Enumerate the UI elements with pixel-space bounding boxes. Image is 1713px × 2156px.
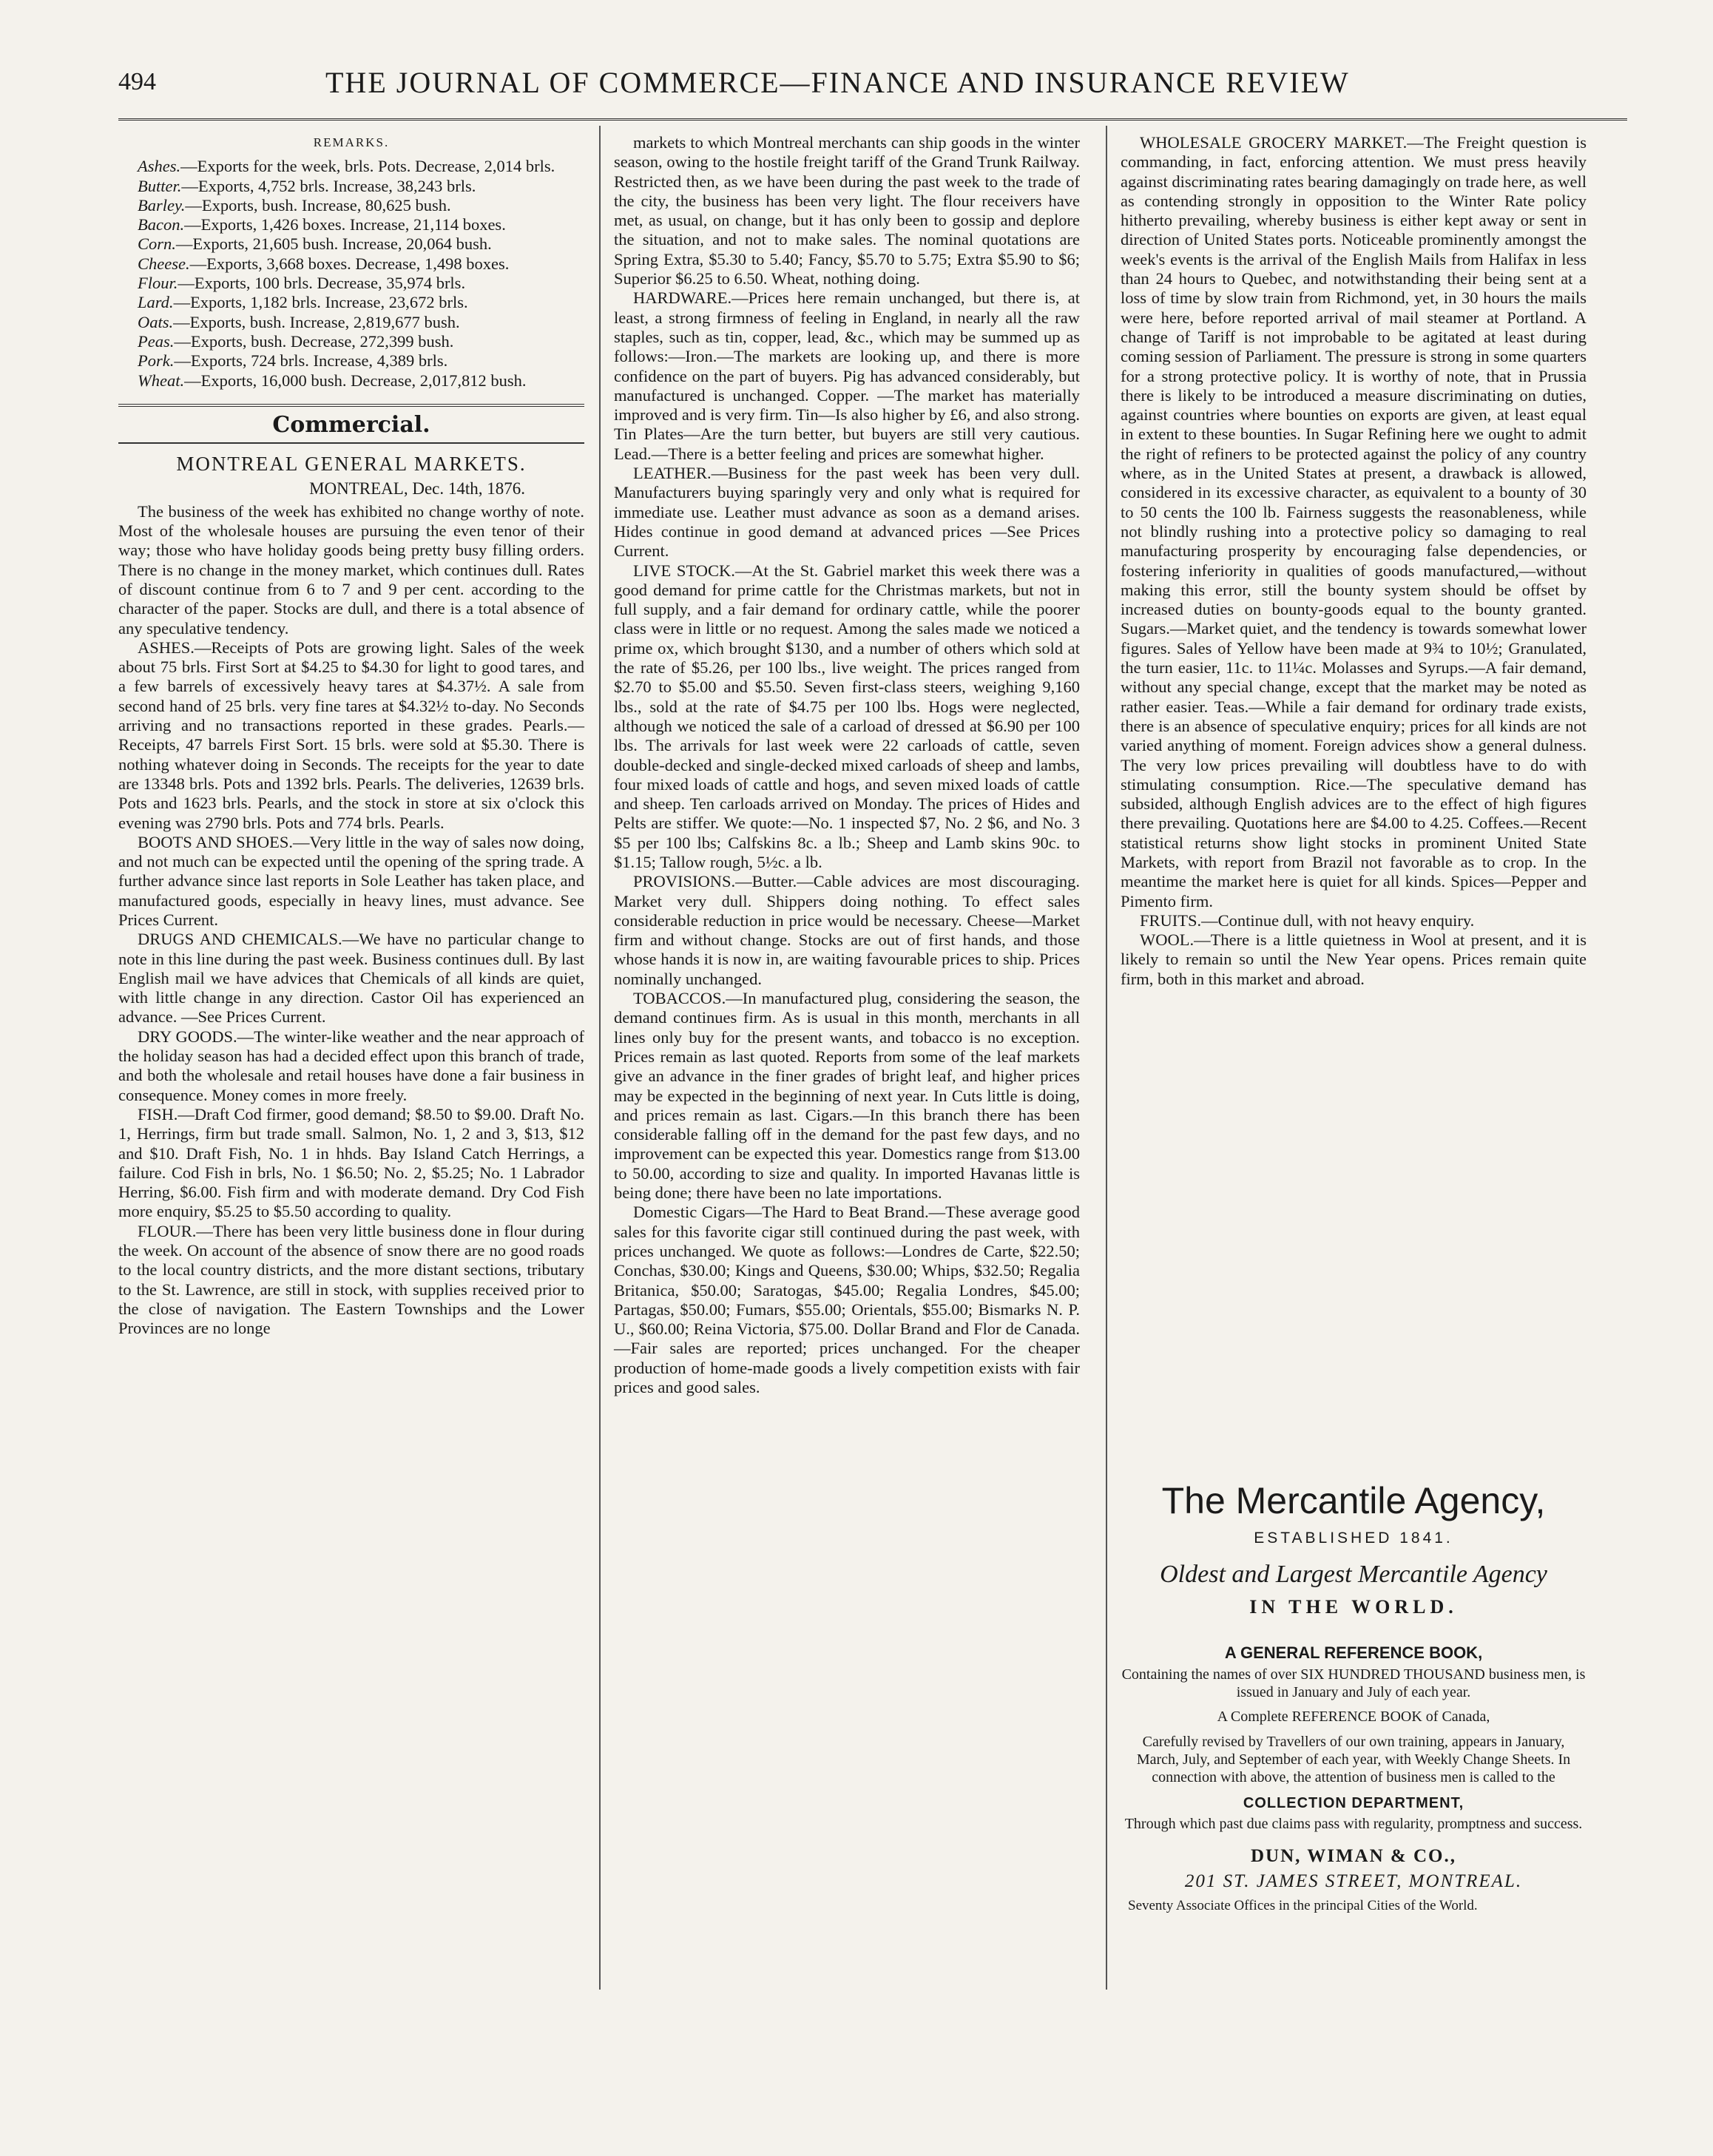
column-1 — [118, 133, 584, 1339]
remark-text: —Exports, 100 brls. Decrease, 35,974 brls. — [178, 274, 466, 293]
remark-commodity: Wheat. — [138, 371, 185, 390]
remark-text: —Exports, bush. Decrease, 272,399 bush. — [174, 331, 454, 351]
section-rule — [118, 442, 584, 444]
remark-item — [118, 234, 584, 254]
remark-item — [118, 254, 584, 274]
advert-firm: DUN, WIMAN & CO., — [1251, 1846, 1456, 1866]
article-paragraph: WHOLESALE GROCERY MARKET.—The Freight question is commanding, in fact, enforcing attention. We must press heavily against discriminating rates bearing damagingly on trade here, as well as contending strongly in opposition to the Winter Rate policy hitherto prevailing, whereby business is either kept away or sent in direction of United States ports. Noticeable prominently amongst the week's events is the arrival of the English Mails from Halifax in less than 24 hours to Quebec, and notwithstanding their being sent at a loss of time by slow train from Richmond, yet, in 30 hours the mails were here, before reported arrival of mail steamer at Portland. A change of Tariff is not improbable to be agitated at least during coming session of Parliament. The pressure is strong in some quarters for a strong protective policy. It is worthy of note, that in Prussia there is likely to be introduced a measure discriminating on duties, against countries where bounties on exports are given, at least equal in extent to these bounties. In Sugar Refining here we ought to admit the right of refiners to be protected against the policy of any country where, as in the United States at present, a drawback is allowed, considered in its excessive character, as equivalent to a bounty of 30 to 50 cents the 100 lb. Fairness suggests the reasonableness, while not blindly rushing into a protective policy so damaging to real manufacturing prosperity by encouraging false dependencies, or fostering inferiority in qualities of goods manufactured,—without making this error, still the bounty system should be offset by increased duties on bounty-goods equal to the bounty granted. Sugars.—Market quiet, and the tendency is towards somewhat lower figures. Sales of Yellow have been made at 9¾ to 10½; Granulated, the turn easier, 11c. to 11¼c. Molasses and Syrups.—A fair demand, without any special change, except that the market may be noted as rather easier. Teas.—While a fair demand for ordinary trade exists, there is an absence of speculative enquiry; prices for all kinds are not varied anything of moment. Foreign advices show a general dulness. The very low prices prevailing will doubtless have to do with stimulating consumption. Rice.—The speculative demand has subsided, although English advices are to the effect of high figures there prevailing. Quotations here are $4.00 to 4.25. Coffees.—Recent statistical returns show light stocks in prominent United State Markets, with report from Brazil not favorable as to crop. In the meantime the market here is quiet for all kinds. Spices—Pepper and Pimento firm. — [1121, 133, 1587, 910]
remark-commodity: Barley. — [138, 195, 186, 214]
article-paragraph: FISH.—Draft Cod firmer, good demand; $8.50 to $9.00. Draft No. 1, Herrings, firm but trade small. Salmon, No. 1, 2 and 3, $13, $12 and $10. Draft Fish, No. 1 in hhds. Bay Island Catch Herrings, a failure. Cod Fish in brls, No. 1 $6.50; No. 2, $5.25; No. 1 Labrador Herring, $6.00. Fish firm and with moderate demand. Dry Cod Fish more enquiry, $5.25 to $5.50 according to quality. — [118, 1104, 584, 1221]
remark-commodity: Pork. — [138, 351, 175, 371]
advert-title: The Mercantile Agency, — [1161, 1480, 1546, 1521]
remark-item — [118, 274, 584, 293]
advert-collection-text: Through which past due claims pass with regularity, promptness and success. — [1124, 1816, 1583, 1832]
advert-collection-heading: COLLECTION DEPARTMENT, — [1243, 1795, 1464, 1811]
remark-text: —Exports, 1,426 boxes. Increase, 21,114 boxes. — [184, 215, 506, 234]
remark-item — [118, 332, 584, 351]
article-paragraph: Domestic Cigars—The Hard to Beat Brand.—These average good sales for this favorite cigar still continued during the past week, with prices unchanged. We quote as follows:—Londres de Carte, $22.50; Conchas, $30.00; Kings and Queens, $30.00; Whips, $32.50; Regalia Britanica, $50.00; Saratogas, $45.00; Regalia Londres, $45.00; Partagas, $50.00; Fumars, $55.00; Orientals, $55.00; Bismarks N. P. U., $60.00; Reina Victoria, $75.00. Dollar Brand and Flor de Canada.—Fair sales are reported; prices unchanged. For the cheaper production of home-made goods a lively competition exists with fair prices and good sales. — [614, 1203, 1080, 1396]
remark-text: —Exports, 3,668 boxes. Decrease, 1,498 boxes. — [189, 254, 510, 273]
remark-text: —Exports for the week, brls. Pots. Decrease, 2,014 brls. — [180, 157, 555, 176]
article-paragraph: DRY GOODS.—The winter-like weather and the near approach of the holiday season has had a decided effect upon this branch of trade, and both the wholesale and retail houses have done a fair business in consequence. Money comes in more freely. — [118, 1027, 584, 1104]
remark-item — [118, 313, 584, 332]
column-rule — [599, 126, 601, 1990]
column-1-body — [118, 502, 584, 1339]
article-paragraph: LEATHER.—Business for the past week has been very dull. Manufacturers buying sparingly very and only what is required for immediate use. Leather must advance as soon as a demand arises. Hides continue in good demand at advanced prices —See Prices Current. — [614, 464, 1080, 561]
article-paragraph: PROVISIONS.—Butter.—Cable advices are most discouraging. Market very dull. Shippers doing nothing. To effect sales considerable reduction in price would be necessary. Cheese—Market firm and without change. Stocks are out of first hands, and those whose hands it is now in, are waiting favourable prices to ship. Prices nominally unchanged. — [614, 872, 1080, 988]
article-paragraph: FLOUR.—There has been very little business done in flour during the week. On account of the absence of snow there are no good roads to the local country districts, and the more distant sections, tributary to the St. Lawrence, are still in stock, with supplies received prior to the close of navigation. The Eastern Townships and the Lower Provinces are no longe — [118, 1221, 584, 1338]
header-rule — [118, 118, 1627, 121]
remark-commodity: Peas. — [138, 331, 175, 351]
article-paragraph: HARDWARE.—Prices here remain unchanged, but there is, at least, a strong firmness of feeling in England, in nearly all the raw staples, such as tin, copper, lead, &c., which may be summed up as follows:—Iron.—The markets are looking up, and there is more confidence on the part of buyers. Pig has advanced considerably, but manufactured is unchanged. Copper. —The market has materially improved and is very firm. Tin—Is also higher by £6, and also strong. Tin Plates—Are the turn better, but buyers are still very cautious. Lead.—There is a better feeling and prices are somewhat higher. — [614, 288, 1080, 463]
article-paragraph: BOOTS AND SHOES.—Very little in the way of sales now doing, and not much can be expected until the opening of the spring trade. A further advance since last reports in Sole Leather has taken place, and manufactured goods, especially in heavy lines, must advance. See Prices Current. — [118, 832, 584, 929]
article-paragraph: TOBACCOS.—In manufactured plug, considering the season, the demand continues firm. As is usual in this month, merchants in all lines only buy for the present wants, and tobacco is no exception. Prices remain as last quoted. Reports from some of the leaf markets give an advance in the finer grades of bright leaf, and higher prices may be expected in the beginning of next year. In Cuts little is doing, and prices remain as last. Cigars.—In this branch there has been considerable falling off in the demand for the past few days, and no improvement can be expected this year. Domestics range from $13.00 to 50.00, according to size and quality. In imported Havanas little is being done; there have been no late importations. — [614, 989, 1080, 1203]
remarks-list — [118, 157, 584, 391]
column-3 — [1121, 133, 1587, 989]
column-2 — [614, 133, 1080, 1397]
article-paragraph: WOOL.—There is a little quietness in Wool at present, and it is likely to remain so until the New Year opens. Prices remain quite firm, both in this market and abroad. — [1121, 930, 1587, 988]
remark-item — [118, 351, 584, 371]
page-header — [118, 68, 1627, 112]
remark-commodity: Cheese. — [138, 254, 190, 273]
dateline: MONTREAL, Dec. 14th, 1876. — [309, 479, 525, 499]
remark-commodity: Flour. — [138, 274, 178, 293]
remark-text: —Exports, 724 brls. Increase, 4,389 brls. — [174, 351, 448, 371]
remark-text: —Exports, bush. Increase, 2,819,677 bush. — [173, 312, 460, 331]
remark-commodity: Lard. — [138, 293, 174, 312]
article-paragraph: ASHES.—Receipts of Pots are growing light. Sales of the week about 75 brls. First Sort at $4.25 to $4.30 for light to good tares, and a few barrels of excessively heavy tares at $4.37½. A sale from second hand of 25 brls. very fine tares at $4.32½ to-day. No Seconds arriving and no transactions reported in these grades. Pearls.—Receipts, 47 barrels First Sort. 15 brls. were sold at $5.30. There is nothing whatever doing in Seconds. The receipts for the year to date are 13348 brls. Pots and 1392 brls. Pearls. The deliveries, 12639 brls. Pots and 1623 brls. Pearls, and the stock in store at six o'clock this evening was 2790 brls. Pots and 774 brls. Pearls. — [118, 638, 584, 832]
advert-revised-text: Carefully revised by Travellers of our own training, appears in January, March, July, and September of each year, with Weekly Change Sheets. In connection with above, the attention of business men is called to the — [1136, 1734, 1571, 1785]
journal-title: THE JOURNAL OF COMMERCE—FINANCE AND INSURANCE REVIEW — [325, 66, 1350, 99]
advert-footer: Seventy Associate Offices in the principal Cities of the World. — [1128, 1898, 1478, 1913]
remark-commodity: Ashes. — [138, 157, 181, 176]
remark-item — [118, 371, 584, 391]
remarks-title: REMARKS. — [313, 135, 390, 149]
advert-canada-line: A Complete REFERENCE BOOK of Canada, — [1217, 1709, 1490, 1725]
remark-commodity: Oats. — [138, 312, 174, 331]
advert-tagline: Oldest and Largest Mercantile Agency — [1160, 1561, 1547, 1588]
remark-commodity: Bacon. — [138, 215, 185, 234]
mercantile-agency-advert — [1121, 1479, 1587, 1914]
article-paragraph: FRUITS.—Continue dull, with not heavy enquiry. — [1140, 910, 1475, 930]
column-2-body — [614, 133, 1080, 1397]
remark-item — [118, 215, 584, 234]
remark-text: —Exports, 4,752 brls. Increase, 38,243 brls. — [181, 176, 476, 195]
remark-commodity: Corn. — [138, 234, 176, 254]
advert-in-the-world: IN THE WORLD. — [1249, 1596, 1458, 1618]
remark-text: —Exports, 21,605 bush. Increase, 20,064 bush. — [175, 234, 492, 254]
advert-reference-heading: A GENERAL REFERENCE BOOK, — [1224, 1643, 1483, 1662]
article-paragraph: DRUGS AND CHEMICALS.—We have no particular change to note in this line during the past week. Business continues dull. By last English mail we have advices that Chemicals of all kinds are quiet, with little change in any direction. Castor Oil has experienced an advance. —See Prices Current. — [118, 930, 584, 1027]
remark-item — [118, 293, 584, 312]
remark-text: —Exports, 1,182 brls. Increase, 23,672 brls. — [173, 293, 468, 312]
advert-established: ESTABLISHED 1841. — [1254, 1530, 1453, 1547]
remark-item — [118, 157, 584, 176]
section-rule — [118, 404, 584, 407]
advert-reference-text: Containing the names of over SIX HUNDRED THOUSAND business men, is issued in January and July of each year. — [1121, 1666, 1586, 1700]
section-heading: Commercial. — [272, 411, 430, 438]
column-rule — [1106, 126, 1107, 1990]
remark-text: —Exports, 16,000 bush. Decrease, 2,017,812 bush. — [184, 371, 527, 390]
article-paragraph: markets to which Montreal merchants can ship goods in the winter season, owing to the hostile freight tariff of the Grand Trunk Railway. Restricted then, as we have been during the past week to the trade of the city, the business has been very light. The flour receivers have met, as usual, on change, but it has only been to gossip and deplore the situation, and not to make sales. The nominal quotations are Spring Extra, $5.30 to 5.40; Fancy, $5.70 to 5.75; Extra $5.90 to $6; Superior $6.25 to 6.50. Wheat, nothing doing. — [614, 133, 1080, 288]
remark-item — [118, 196, 584, 215]
market-report-title: MONTREAL GENERAL MARKETS. — [176, 453, 527, 476]
page-number: 494 — [118, 68, 156, 95]
remark-text: —Exports, bush. Increase, 80,625 bush. — [185, 195, 451, 214]
article-paragraph: The business of the week has exhibited no change worthy of note. Most of the wholesale houses are pursuing the even tenor of their way; those who have holiday goods being pretty busy filling orders. There is no change in the money market, which continues dull. Rates of discount continue from 6 to 7 and 9 per cent. according to the character of the paper. Stocks are dull, and there is a total absence of any speculative tendency. — [118, 501, 584, 638]
remark-item — [118, 177, 584, 196]
column-3-body — [1121, 133, 1587, 989]
remark-commodity: Butter. — [138, 176, 182, 195]
article-paragraph: LIVE STOCK.—At the St. Gabriel market this week there was a good demand for prime cattle for the Christmas markets, but not in full supply, and a fair demand for ordinary cattle, while the poorer class were in little or no request. Among the sales made we noticed a prime ox, which brought $130, and a number of others which sold at the rate of $5.26, per 100 lbs., live weight. The prices ranged from $2.70 to $5.00 and $5.50. Seven first-class steers, weighing 9,160 lbs., sold at the rate of $4.75 per 100 lbs. Hogs were neglected, although we noticed the sale of a carload of dressed at $6.90 per 100 lbs. The arrivals for last week were 22 carloads of cattle, seven double-decked and single-decked mixed carloads of sheep and lambs, four mixed loads of cattle and hogs, and seven mixed loads of cattle and sheep. Ten carloads arrived on Monday. The prices of Hides and Pelts are stiffer. We quote:—No. 1 inspected $7, No. 2 $6, and No. 3 $5 per 100 lbs; Calfskins 8c. a lb.; Sheep and Lamb skins 90c. to $1.15; Tallow rough, 5½c. a lb. — [614, 561, 1080, 871]
advert-address: 201 ST. JAMES STREET, MONTREAL. — [1184, 1871, 1523, 1891]
